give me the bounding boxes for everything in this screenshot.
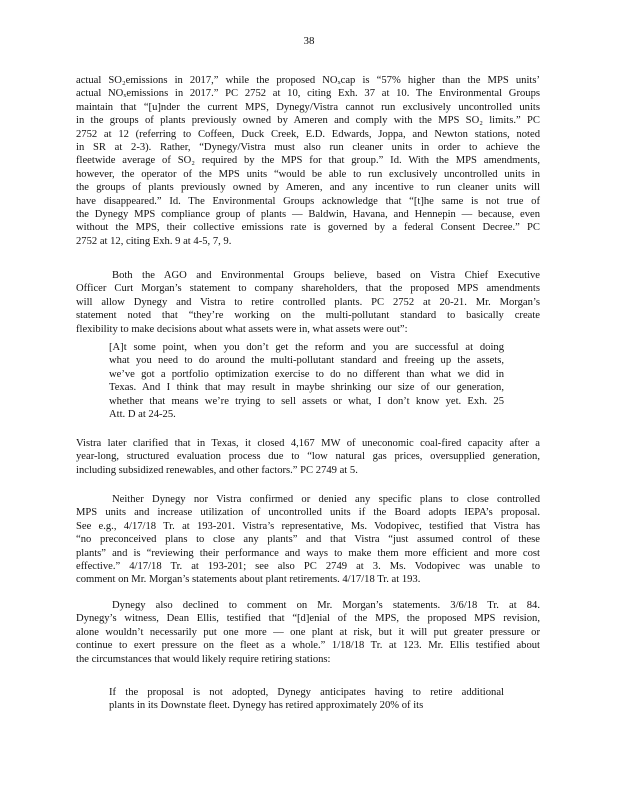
text-line: maintain that “[u]nder the current MPS, Dynegy/Vistra cannot run exclusively uncontrolled units [76,101,540,113]
text-line: Neither Dynegy nor Vistra confirmed or denied any specific plans to close controlled [112,494,540,505]
text-line: we’ve got a portfolio optimization exercise to do no different than what we did in [109,368,504,380]
text-line: “no preconceived plans to close any plants” and that Vistra “just assumed control of these [76,534,540,546]
text-line: Dynegy also declined to comment on Mr. Morgan’s statements. 3/6/18 Tr. at 84. [112,600,540,611]
text-line: See e.g., 4/17/18 Tr. at 193-201. Vistra’s representative, Ms. Vodopivec, testified that Vistra has [76,520,540,532]
text-line: statement noted that “they’re working on the multi-pollutant standard to basically create [76,310,540,322]
text-line: year-long, structured evaluation process due to “low natural gas prices, oversupplied generation, [76,451,540,463]
text-line: effective.” 4/17/18 Tr. at 193-201; see also PC 2749 at 3. Ms. Vodopivec was unable to [76,561,540,573]
text-line: Officer Curt Morgan’s statement to company shareholders, that the proposed MPS amendments [76,283,540,295]
text-line: Vistra later clarified that in Texas, it closed 4,167 MW of uneconomic coal-fired capacity after a [76,438,540,449]
text-line: Both the AGO and Environmental Groups believe, based on Vistra Chief Executive [112,270,540,281]
text-line: flexibility to make decisions about what assets were in, what assets were out”: [76,323,408,335]
text-line: whether that means we’re trying to sell assets or what, I don’t know yet. Exh. 25 [109,395,504,407]
text-line: Att. D at 24-25. [109,409,176,421]
block-quote-ellis [109,686,504,713]
text-line: If the proposal is not adopted, Dynegy anticipates having to retire additional [109,687,504,698]
text-line: alone wouldn’t necessarily put one more — one plant at risk, but it will put greater pressure or [76,626,540,638]
text-line: Dynegy’s witness, Dean Ellis, testified that “[d]enial of the MPS, the proposed MPS revision, [76,613,540,625]
text-line: plants in its Downstate fleet. Dynegy has retired approximately 20% of its [109,700,424,712]
text-line: [A]t some point, when you don’t get the reform and you are successful at doing [109,342,504,353]
text-line: in the groups of plants previously owned by Ameren and comply with the MPS SO₂ limits.” PC [76,115,540,127]
text-line: Texas. And I think that may result in maybe shrinking our size of our generation, [109,382,504,394]
text-line: the circumstances that would likely require retiring stations: [76,653,331,665]
text-line: without the MPS, their collective emissions rate is governed by a federal Consent Decree.” PC [76,222,540,234]
text-line: the Dynegy MPS compliance group of plants — Baldwin, Havana, and Hennepin — because, even [76,209,540,221]
text-line: 2752 at 12 (referring to Coffeen, Duck Creek, E.D. Edwards, Joppa, and Newton stations, noted [76,128,540,140]
text-line: fleetwide average of SO₂ required by the MPS for that group.” Id. With the MPS amendments, [76,155,540,167]
text-line: have disappeared.” Id. The Environmental Groups acknowledge that “[t]he same is not true of [76,195,540,207]
text-line: plants” and is “reviewing their performance and ways to make them more efficient and more cost [76,547,540,559]
text-line: in SR at 2-3). Rather, “Dynegy/Vistra must also run cleaner units in order to achieve the [76,142,540,154]
text-line: however, the operator of the MPS units “would be able to run exclusively uncontrolled units in [76,168,540,180]
text-line: continue to exert pressure on the fleet as a whole.” 1/18/18 Tr. at 123. Mr. Ellis testified about [76,640,540,652]
text-line: will allow Dynegy and Vistra to retire controlled plants. PC 2752 at 20-21. Mr. Morgan’s [76,296,540,308]
text-line: 2752 at 12, citing Exh. 9 at 4-5, 7, 9. [76,235,232,247]
text-line: the groups of plants previously owned by Ameren, and any incentive to run cleaner units will [76,182,540,194]
text-line: actual SO₂emissions in 2017,” while the proposed NOₓcap is “57% higher than the MPS units’ [76,75,540,86]
paragraph-vistra-texas [76,437,540,477]
text-line: comment on Mr. Morgan’s statements about plant retirements. 4/17/18 Tr. at 193. [76,574,421,586]
text-line: including subsidized renewables, and other factors.” PC 2749 at 5. [76,464,358,476]
paragraph-morgan-statement [76,269,540,336]
block-quote-morgan [109,341,504,421]
paragraph-mps-emissions [76,74,540,248]
paragraph-dynegy-vistra-plans [76,493,540,587]
text-line: what you need to do around the multi-pollutant standard and freeing up the assets, [109,355,504,367]
text-line: MPS units and increase utilization of uncontrolled units if the Board adopts IEPA’s proposal. [76,507,540,519]
page-number: 38 [303,35,315,47]
paragraph-dynegy-ellis [76,599,540,666]
text-line: actual NOₓemissions in 2017.” PC 2752 at 10, citing Exh. 37 at 10. The Environmental Groups [76,88,540,100]
